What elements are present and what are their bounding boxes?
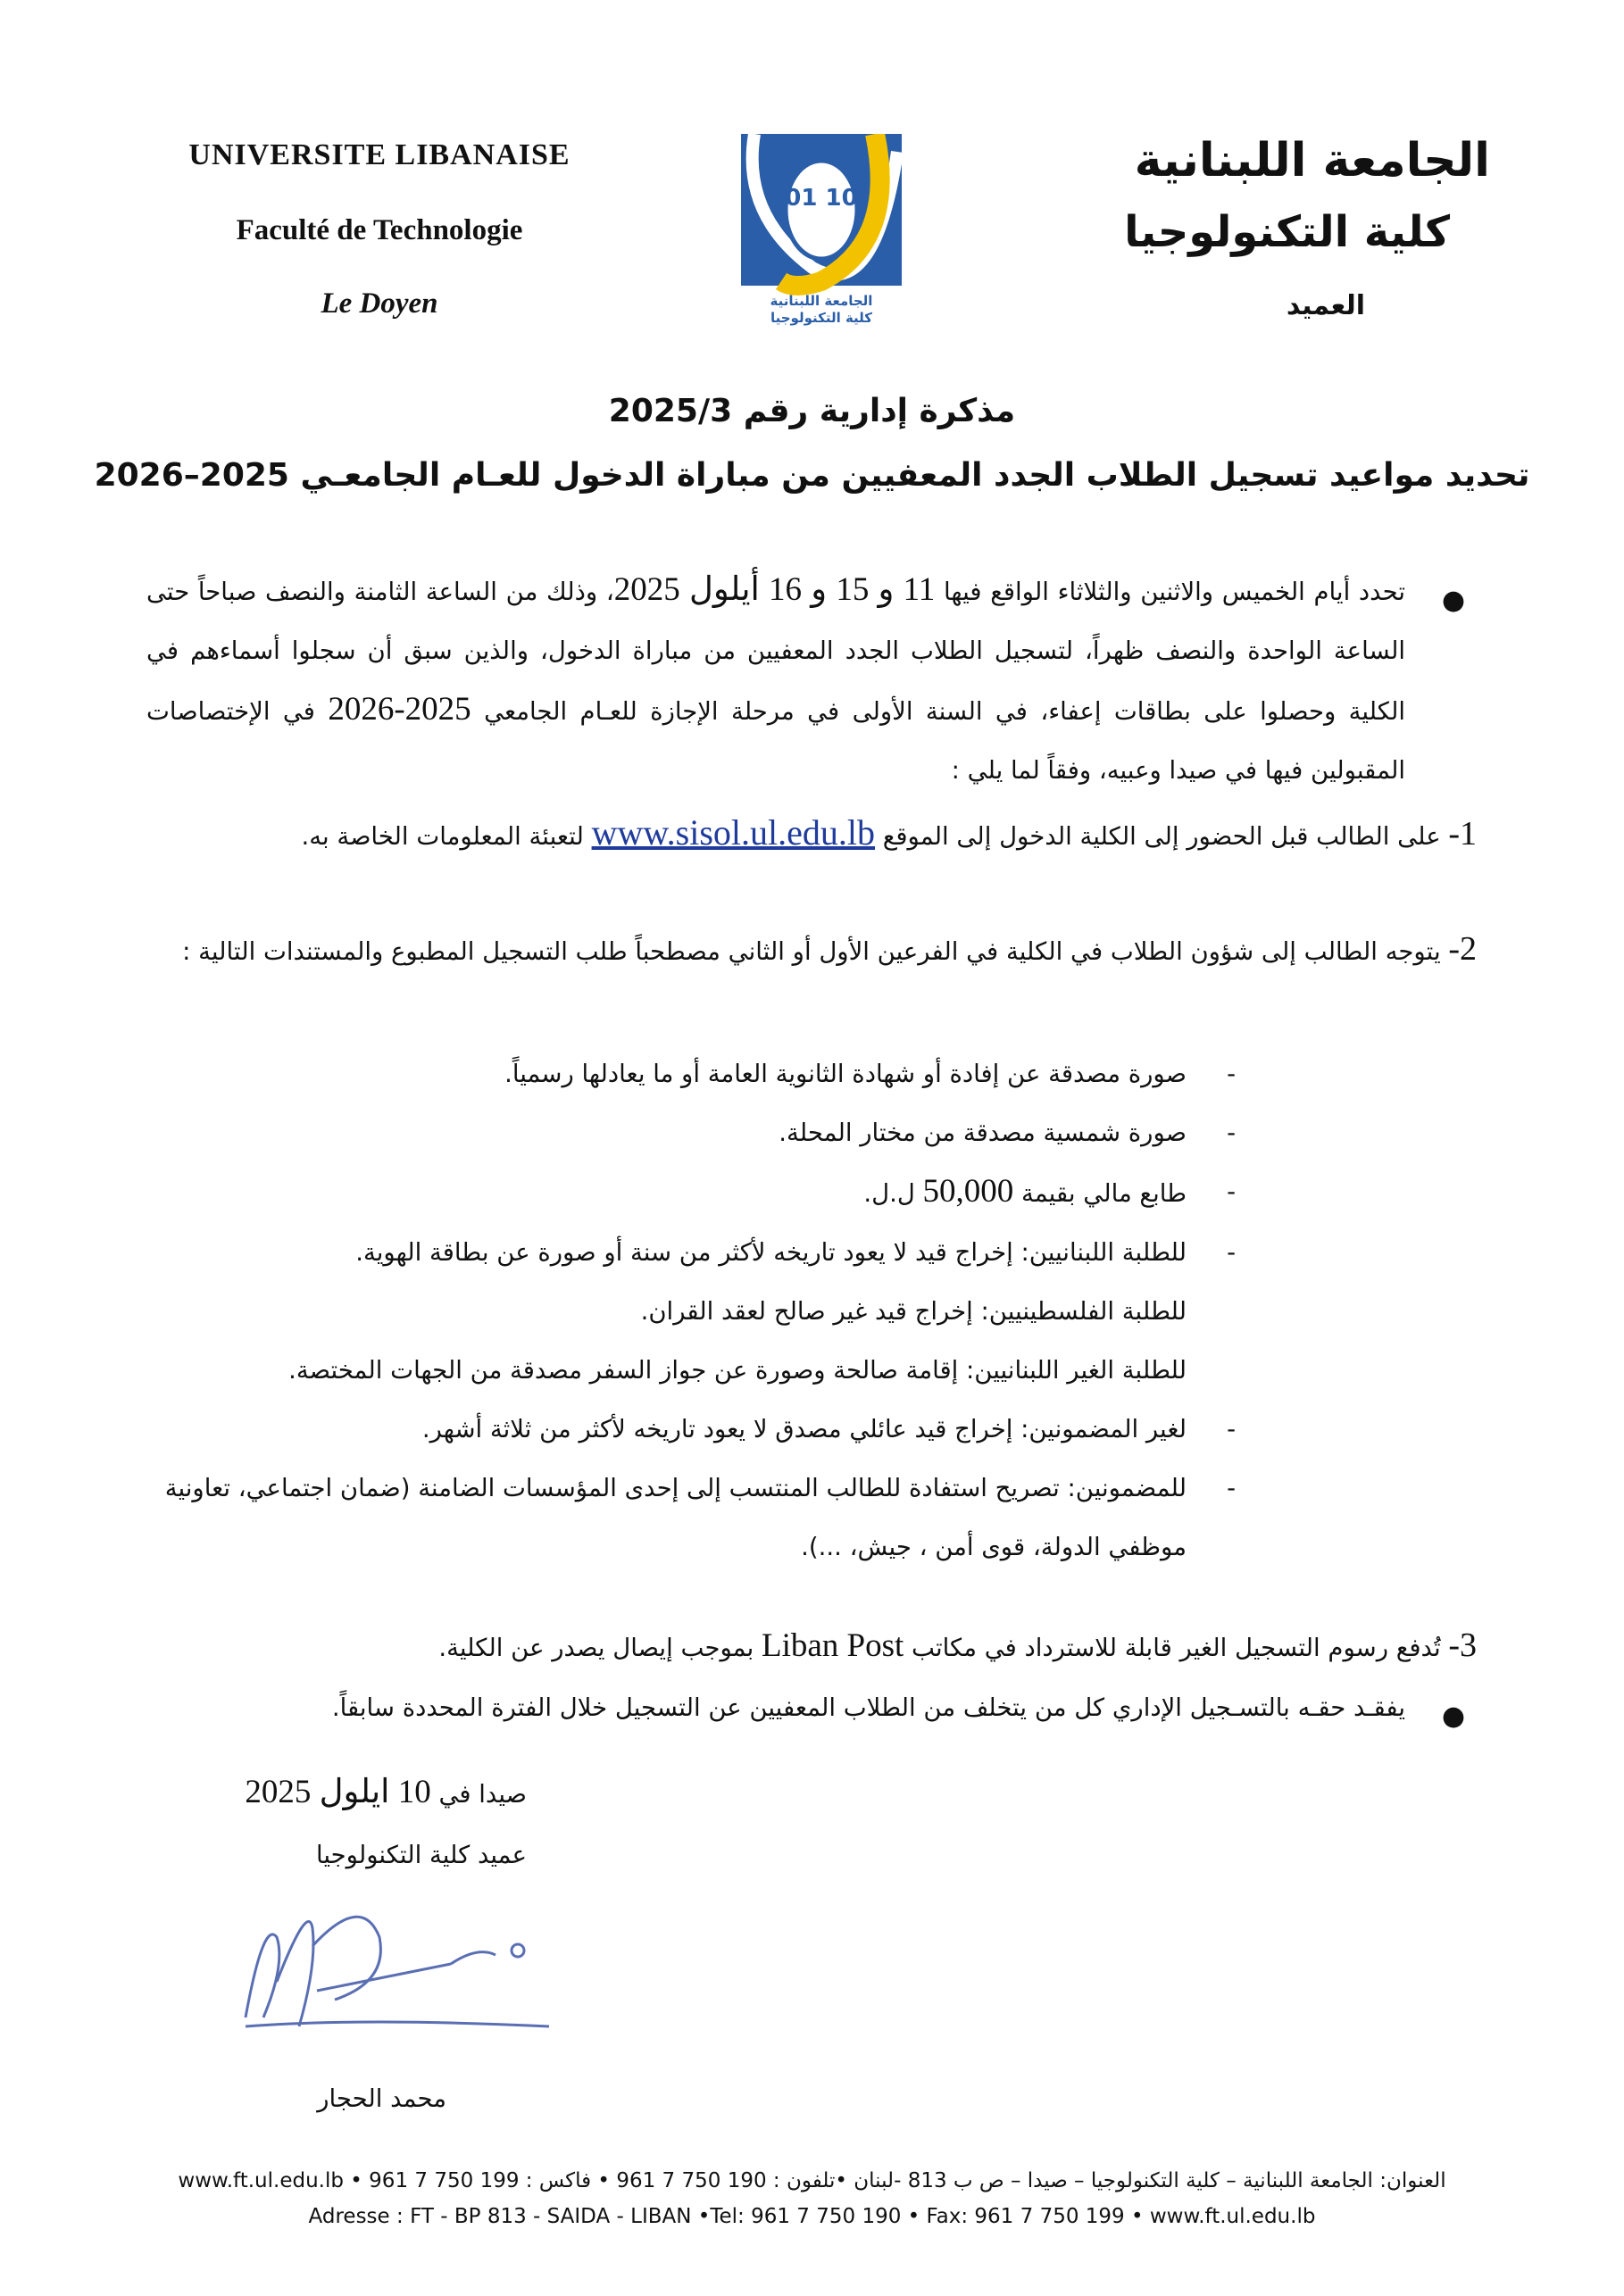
dash-icon: - (1227, 1415, 1236, 1443)
item-3-text-b: بموجب إيصال يصدر عن الكلية. (438, 1634, 762, 1662)
document-item (115, 1103, 1236, 1162)
fr-dean-label: Le Doyen (321, 287, 438, 320)
item-2-text: يتوجه الطالب إلى شؤون الطلاب في الكلية في الفرعين الأول أو الثاني مصطحباً طلب التسجيل المطبوع والمستندات التالية : (182, 937, 1449, 966)
footer-arabic: العنوان: الجامعة اللبنانية – كلية التكنولوجيا – صيدا – ص ب 813 -لبنان •تلفون : 190 750 7 961 • فاكس : 199 750 7 961 • www.ft.ul.edu.lb (178, 2169, 1446, 2192)
item-2 (146, 919, 1477, 981)
intro-text-a: تحدد أيام الخميس والاثنين والثلاثاء الواقع فيها (935, 578, 1406, 606)
signer-title: عميد كلية التكنولوجيا (315, 1841, 527, 1869)
memo-subject: تحديد مواعيد تسجيل الطلاب الجدد المعفيين من مباراة الدخول للعـام الجامعـي 2025–2026 (94, 457, 1530, 494)
intro-text-c: في الإختصاصات المقبولين فيها في صيدا وعبيه، وفقاً لما يلي : (146, 697, 1405, 785)
document-item (115, 1223, 1236, 1282)
ar-university-name: الجامعة اللبنانية (1134, 134, 1490, 187)
document-item (115, 1282, 1187, 1341)
item-3-text-a: تُدفع رسوم التسجيل الغير قابلة للاسترداد في مكاتب (904, 1634, 1449, 1662)
item-2-number: 2- (1448, 930, 1477, 968)
place-text: صيدا في (430, 1780, 527, 1809)
final-note: يفقـد حقـه بالتسـجيل الإداري كل من يتخلف من الطلاب المعفيين عن التسجيل خلال الفترة المحددة سابقاً. (331, 1693, 1405, 1722)
dash-icon: - (1227, 1177, 1236, 1206)
document-text: للطلبة اللبنانيين: إخراج قيد لا يعود تاريخه لأكثر من سنة أو صورة عن بطاقة الهوية. (355, 1238, 1187, 1267)
document-text: للطلبة الغير اللبنانيين: إقامة صالحة وصورة عن جواز السفر مصدقة من الجهات المختصة. (288, 1356, 1187, 1385)
logo-digits: 01 10 (785, 185, 858, 212)
document-text: للمضمونين: تصريح استفادة للطالب المنتسب إلى إحدى المؤسسات الضامنة (ضمان اجتماعي، تعاونية موظفي الدولة، قوى أمن ، جيش، ...). (164, 1474, 1187, 1561)
bullet-icon: ● (1441, 1701, 1465, 1732)
signer-name: محمد الحجار (317, 2084, 446, 2113)
logo-caption (732, 293, 911, 327)
documents-list (115, 1044, 1236, 1576)
document-text: ل.ل. (863, 1179, 923, 1208)
dash-icon: - (1227, 1474, 1236, 1502)
ar-faculty-name: كلية التكنولوجيا (1124, 207, 1450, 257)
document-item (115, 1162, 1236, 1223)
liban-post: Liban Post (761, 1627, 904, 1664)
bullet-icon: ● (1441, 585, 1465, 616)
item-1-number: 1- (1448, 815, 1477, 853)
intro-year: 2025-2026 (328, 691, 471, 728)
document-item (115, 1341, 1187, 1400)
footer-french: Adresse : FT - BP 813 - SAIDA - LIBAN •Tel: 961 7 750 190 • Fax: 961 7 750 199 • www.ft.ul.edu.lb (308, 2205, 1316, 2228)
ar-dean-label: العميد (1286, 290, 1365, 321)
issue-date: 10 ايلول 2025 (245, 1774, 431, 1810)
item-1-text-b: لتعبئة المعلومات الخاصة به. (301, 822, 592, 851)
intro-paragraph (146, 561, 1405, 800)
dash-icon: - (1227, 1060, 1236, 1088)
item-1-text-a: على الطالب قبل الحضور إلى الكلية الدخول إلى الموقع (875, 822, 1449, 851)
sisol-link[interactable]: www.sisol.ul.edu.lb (591, 812, 875, 853)
document-text: صورة شمسية مصدقة من مختار المحلة. (779, 1119, 1187, 1147)
fr-faculty-name: Faculté de Technologie (236, 214, 523, 246)
document-text: طابع مالي بقيمة (1013, 1179, 1187, 1208)
intro-dates: 11 و 15 و 16 أيلول 2025 (613, 571, 936, 608)
document-text: صورة مصدقة عن إفادة أو شهادة الثانوية العامة أو ما يعادلها رسمياً. (504, 1060, 1187, 1088)
logo-caption-line1: الجامعة اللبنانية (770, 293, 873, 309)
intro-text-b: ، وذلك من الساعة الثامنة والنصف صباحاً حتى الساعة الواحدة والنصف ظهراً، لتسجيل الطلاب الجدد المعفيين من مباراة الدخول، والذين سبق أن سجلوا أسماءهم في الكلية وحصلوا على بطاقات إعفاء، في السنة الأولى في مرحلة الإجازة للعـام الجامعي (146, 578, 1405, 726)
item-3-number: 3- (1448, 1626, 1477, 1664)
item-1 (146, 803, 1477, 866)
signature-stroke (246, 1917, 549, 2026)
memo-number: مذكرة إدارية رقم 2025/3 (608, 393, 1016, 429)
document-item (115, 1400, 1236, 1459)
document-item (115, 1459, 1236, 1576)
document-text: للطلبة الفلسطينيين: إخراج قيد غير صالح لعقد القران. (640, 1297, 1187, 1326)
stamp-amount: 50,000 (922, 1173, 1014, 1210)
signature-dot (512, 1944, 524, 1957)
signature-image (228, 1884, 558, 2062)
fr-university-name: UNIVERSITE LIBANAISE (188, 138, 570, 171)
dash-icon: - (1227, 1238, 1236, 1267)
place-date (223, 1763, 527, 1824)
document-item (115, 1044, 1236, 1103)
document-text: لغير المضمونين: إخراج قيد عائلي مصدق لا يعود تاريخه لأكثر من ثلاثة أشهر. (421, 1415, 1187, 1443)
dash-icon: - (1227, 1119, 1236, 1147)
logo-caption-line2: كلية التكنولوجيا (770, 310, 873, 326)
item-3 (146, 1616, 1477, 1677)
